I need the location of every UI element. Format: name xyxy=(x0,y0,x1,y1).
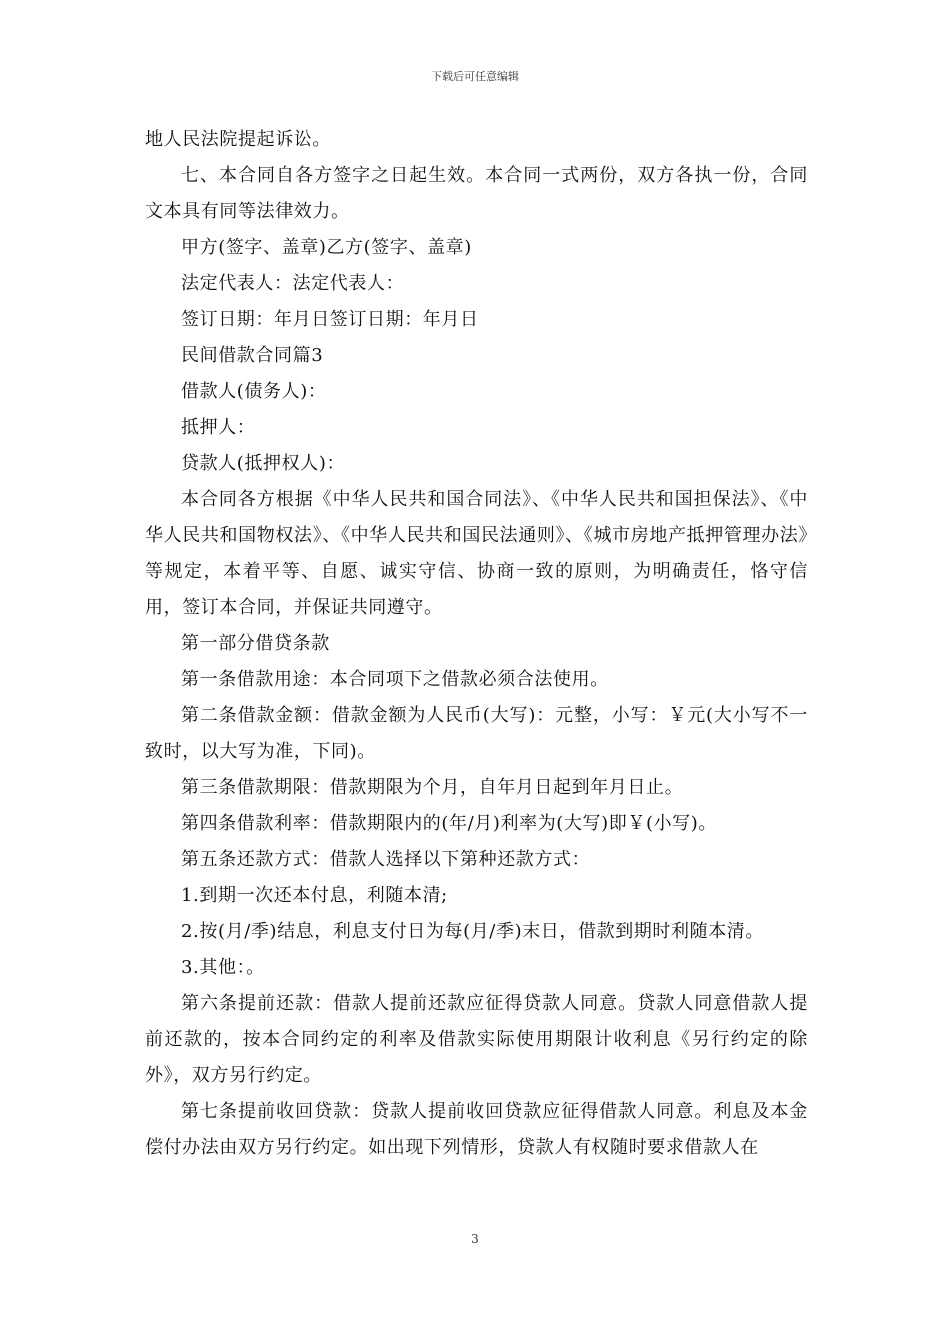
paragraph-8: 抵押人： xyxy=(181,417,256,438)
paragraph-13: 第二条借款金额：借款金额为人民币(大写)：元整，小写：￥元(大小写不一致时，以大写为准，下同)。 xyxy=(145,705,808,762)
paragraph-16: 第五条还款方式：借款人选择以下第种还款方式： xyxy=(181,849,591,870)
paragraph-3: 甲方(签字、盖章)乙方(签字、盖章) xyxy=(181,237,472,258)
paragraph-20: 第六条提前还款：借款人提前还款应征得贷款人同意。贷款人同意借款人提前还款的，按本合同约定的利率及借款实际使用期限计收利息《另行约定的除外》，双方另行约定。 xyxy=(145,993,808,1086)
document-body xyxy=(145,122,808,1166)
paragraph-7: 借款人(债务人)： xyxy=(181,381,327,402)
paragraph-15: 第四条借款利率：借款期限内的(年/月)利率为(大写)即￥(小写)。 xyxy=(181,813,717,834)
paragraph-5: 签订日期：年月日签订日期：年月日 xyxy=(181,309,479,330)
paragraph-19: 3.其他：。 xyxy=(181,957,265,978)
paragraph-18: 2.按(月/季)结息，利息支付日为每(月/季)末日，借款到期时利随本清。 xyxy=(181,921,764,942)
paragraph-4: 法定代表人：法定代表人： xyxy=(181,273,405,294)
paragraph-17: 1.到期一次还本付息，利随本清; xyxy=(181,885,448,906)
paragraph-9: 贷款人(抵押权人)： xyxy=(181,453,346,474)
paragraph-11: 第一部分借贷条款 xyxy=(181,633,330,654)
page-number: 3 xyxy=(471,1232,479,1246)
paragraph-12: 第一条借款用途：本合同项下之借款必须合法使用。 xyxy=(181,669,609,690)
paragraph-21: 第七条提前收回贷款：贷款人提前收回贷款应征得借款人同意。利息及本金偿付办法由双方另行约定。如出现下列情形，贷款人有权随时要求借款人在 xyxy=(145,1101,808,1158)
page-header: 下载后可任意编辑 xyxy=(431,70,519,83)
paragraph-10: 本合同各方根据《中华人民共和国合同法》、《中华人民共和国担保法》、《中华人民共和国物权法》、《中华人民共和国民法通则》、《城市房地产抵押管理办法》等规定，本着平等、自愿、诚实守信、协商一致的原则，为明确责任，恪守信用，签订本合同，并保证共同遵守。 xyxy=(145,489,808,618)
paragraph-2: 七、本合同自各方签字之日起生效。本合同一式两份，双方各执一份，合同文本具有同等法律效力。 xyxy=(145,165,808,222)
section-heading: 民间借款合同篇3 xyxy=(181,345,324,366)
paragraph-1: 地人民法院提起诉讼。 xyxy=(145,129,331,150)
paragraph-14: 第三条借款期限：借款期限为个月，自年月日起到年月日止。 xyxy=(181,777,684,798)
